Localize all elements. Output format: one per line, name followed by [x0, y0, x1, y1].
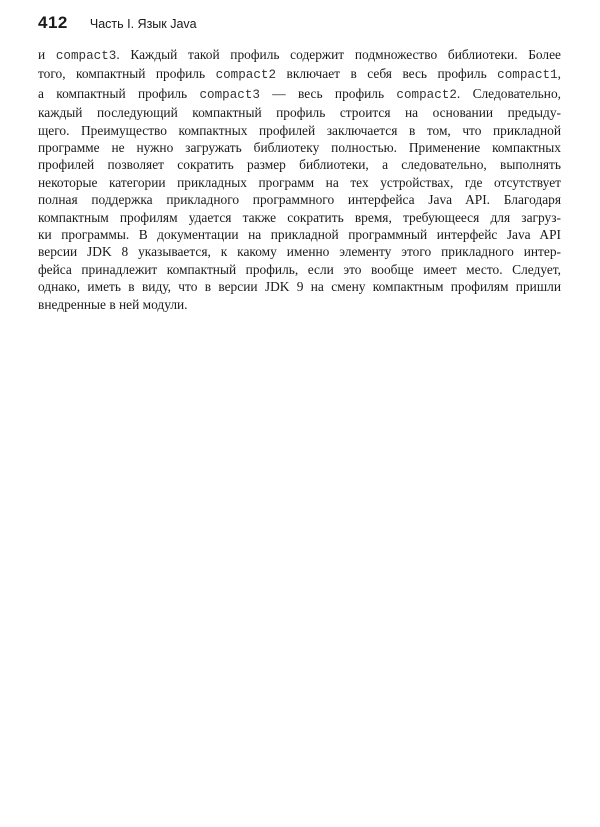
text-line: [38, 243, 561, 260]
text-run: каждый последующий компактный профиль строится на основании предыду-: [38, 105, 561, 121]
text-run: компактным профилям удается также сократить время, требующееся для загруз-: [38, 209, 561, 225]
text-line: [38, 122, 561, 139]
body-paragraph: [38, 46, 561, 313]
text-line: [38, 296, 561, 313]
inline-code: compact1: [497, 68, 558, 83]
text-line: [38, 191, 561, 208]
text-run: некоторые категории прикладных программ на тех устройствах, где отсутствует: [38, 174, 561, 190]
text-run: включает в себя весь профиль: [276, 66, 498, 82]
text-run: версии JDK 8 указывается, к какому именно элементу этого прикладного интер-: [38, 244, 561, 260]
text-run: а компактный профиль: [38, 85, 200, 101]
text-run: программе не нужно загружать библиотеку полностью. Применение компактных: [38, 140, 561, 156]
text-run: того, компактный профиль: [38, 66, 216, 82]
text-run: полная поддержка прикладного программного интерфейса Java API. Благодаря: [38, 192, 561, 208]
text-run: и: [38, 47, 56, 62]
page-number: 412: [38, 13, 68, 32]
text-line: [38, 261, 561, 278]
text-line: [38, 209, 561, 226]
text-run: профилей позволяет сократить размер библиотеки, а следовательно, выполнять: [38, 157, 561, 173]
inline-code: compact2: [396, 87, 457, 102]
text-run: . Каждый такой профиль содержит подмножество библиотеки. Более: [116, 47, 562, 62]
text-run: ,: [557, 66, 561, 82]
text-run: однако, иметь в виду, что в версии JDK 9 на смену компактным профилям пришли: [38, 279, 561, 295]
text-line: [38, 156, 561, 173]
text-run: щего. Преимущество компактных профилей заключается в том, что прикладной: [38, 122, 561, 138]
text-line: [38, 278, 561, 295]
text-line: [38, 174, 561, 191]
text-run: ки программы. В документации на прикладной программный интерфейс Java API: [38, 227, 561, 243]
text-run: — весь профиль: [259, 85, 397, 101]
inline-code: compact3: [55, 49, 117, 63]
text-line: [38, 104, 561, 121]
inline-code: compact3: [199, 87, 260, 102]
inline-code: compact2: [215, 68, 277, 83]
text-line: [38, 85, 561, 104]
running-head: Часть I. Язык Java: [89, 17, 197, 31]
page-header: [38, 13, 197, 33]
text-run: внедренные в ней модули.: [38, 296, 188, 312]
text-run: фейса принадлежит компактный профиль, если это вообще имеет место. Следует,: [38, 261, 561, 277]
text-line: [38, 139, 561, 156]
text-line: [38, 65, 561, 84]
text-line: [38, 46, 561, 65]
text-line: [38, 226, 561, 243]
text-run: . Следовательно,: [456, 85, 561, 101]
